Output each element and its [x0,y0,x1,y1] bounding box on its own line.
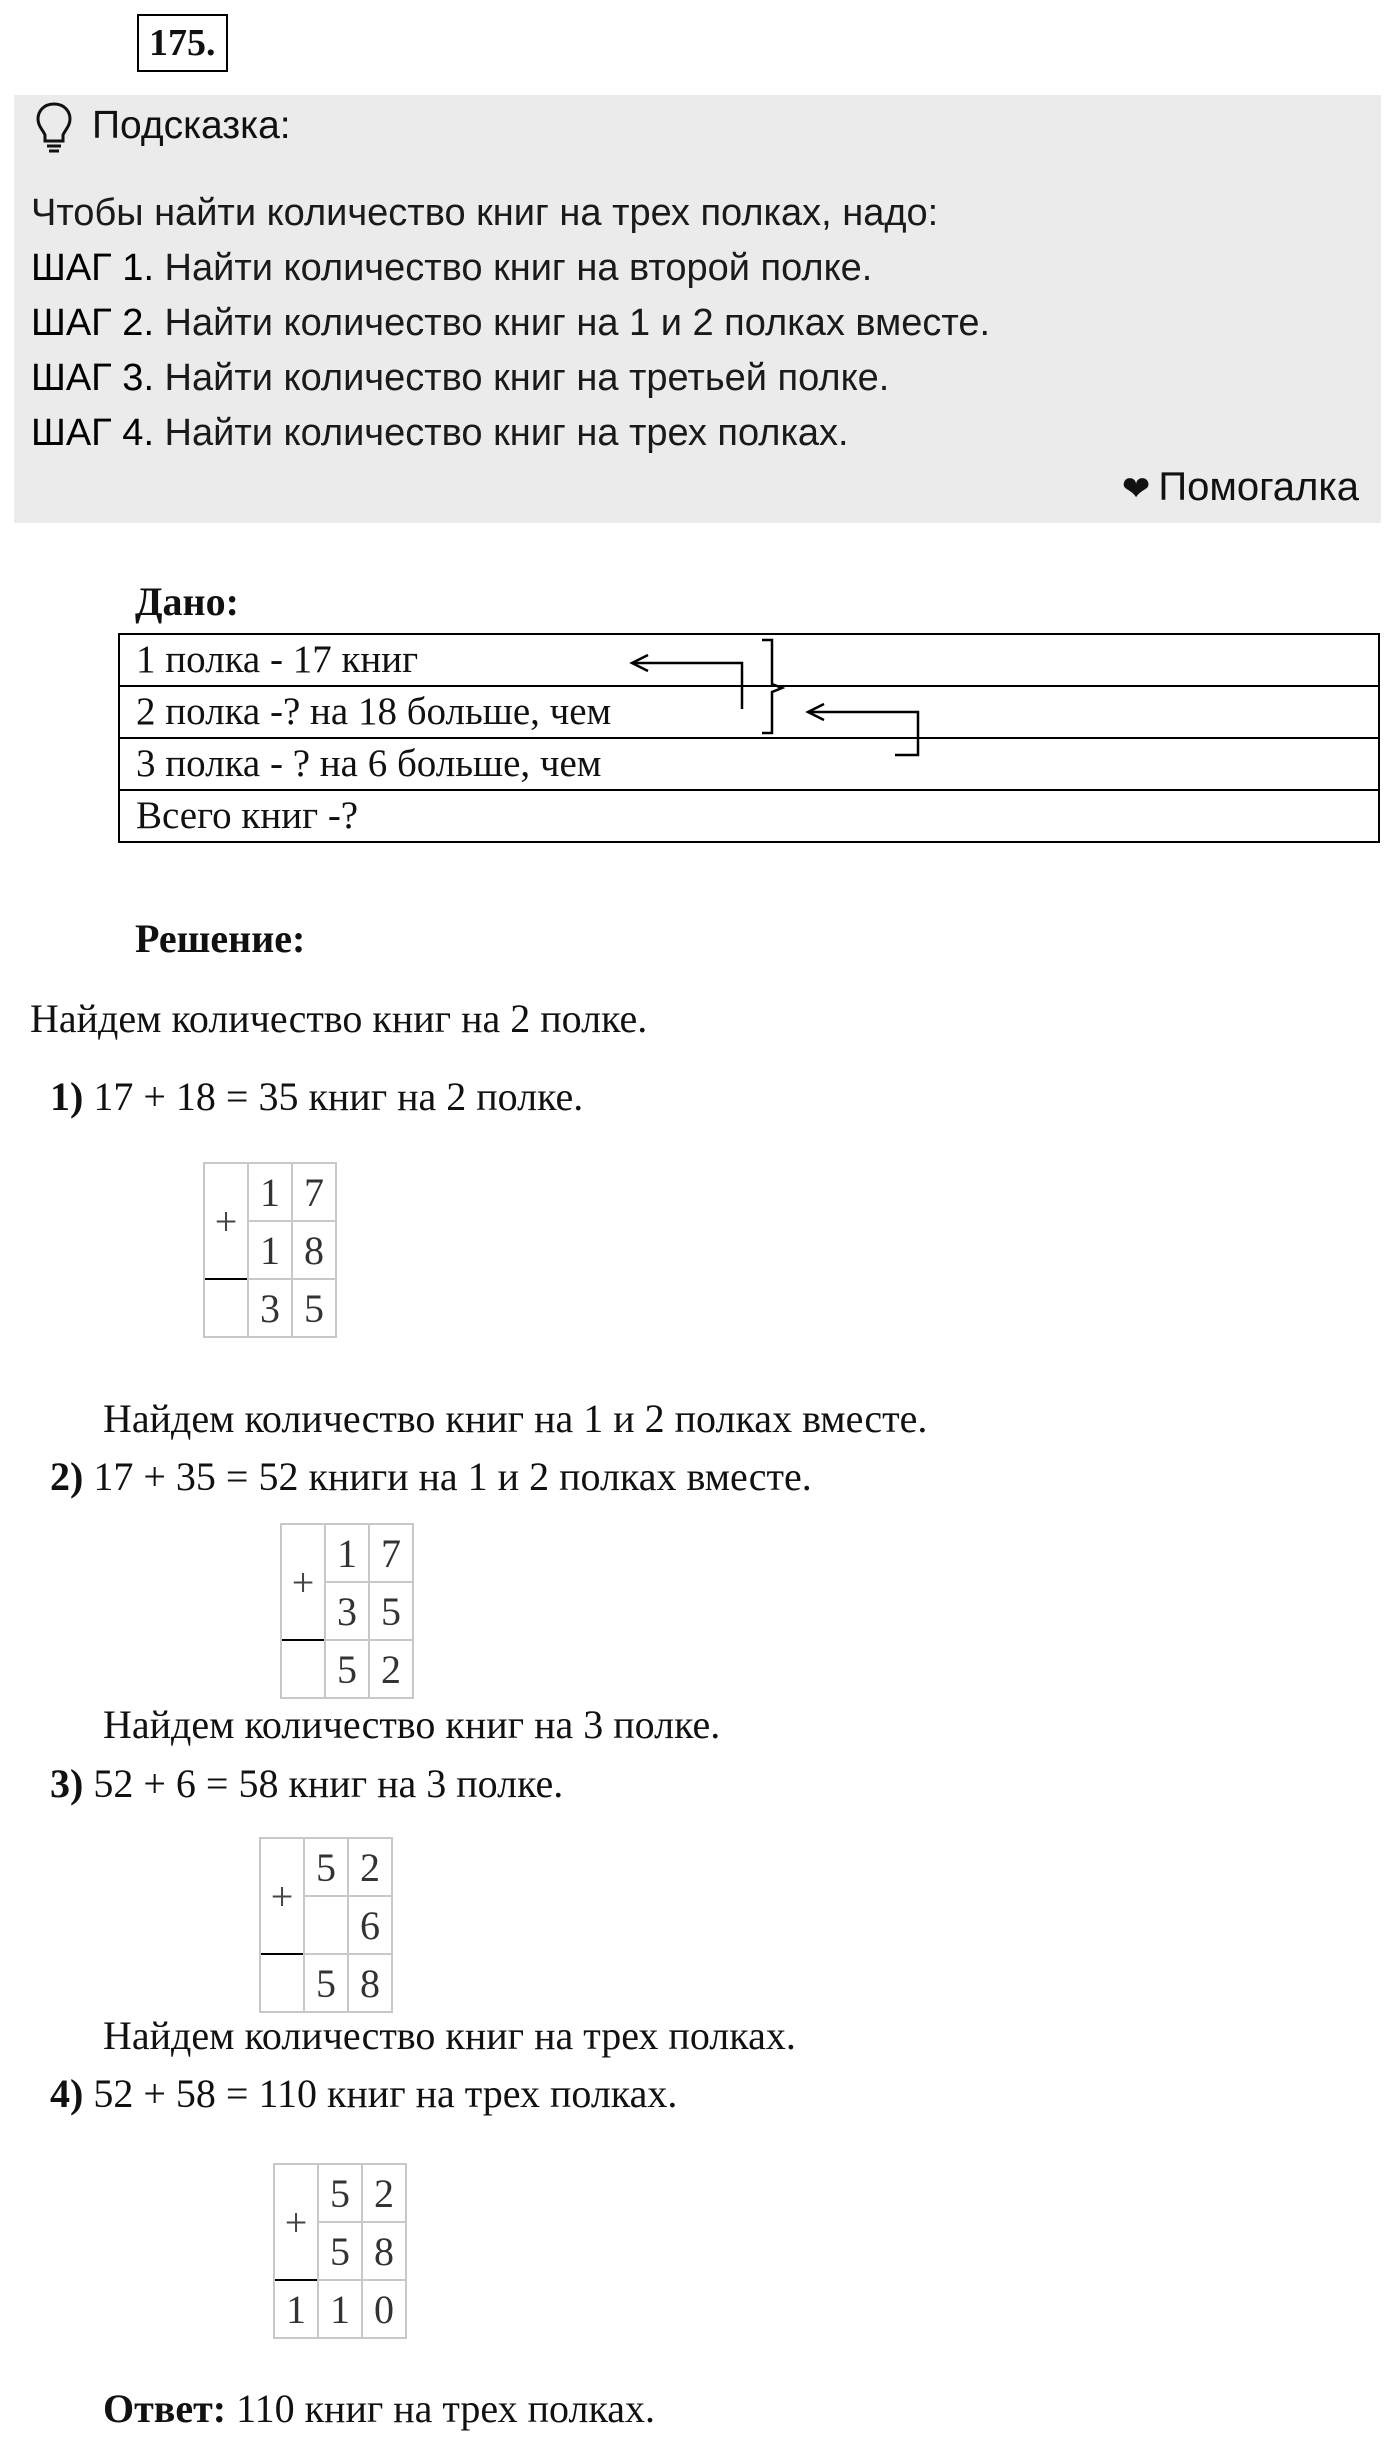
step-2-intro: Найдем количество книг на 1 и 2 полках вместе. [103,1396,928,1441]
step-4-expression [50,2070,677,2117]
hint-step-text: Найти количество книг на второй полке. [154,247,873,289]
column-addition-2 [280,1523,414,1699]
hint-step-label: ШАГ 4. [31,412,154,454]
grid-cell: 8 [348,1954,392,2012]
grid-cell: 3 [325,1582,369,1640]
hint-step-text: Найти количество книг на 1 и 2 полках вместе. [154,302,991,344]
helper-label: Помогалка [1158,465,1359,509]
step-3-intro: Найдем количество книг на 3 полке. [103,1702,721,1747]
answer-label: Ответ: [103,2386,227,2431]
step-4-intro: Найдем количество книг на трех полках. [103,2013,796,2058]
given-row-text: 3 полка - ? на 6 больше, чем [119,738,1379,790]
grid-row [260,1838,392,1896]
grid-sum-row [274,2280,406,2338]
step-expr: 17 + 35 = 52 книги на 1 и 2 полках вместе. [83,1454,812,1499]
column-addition-4 [273,2163,407,2339]
grid-cell: 5 [325,1640,369,1698]
grid-row [204,1163,336,1221]
grid-row [274,2164,406,2222]
grid-sum-row [260,1954,392,2012]
grid-cell: 1 [325,1524,369,1582]
hint-step-4 [31,410,849,456]
given-row [119,634,1379,686]
hint-step-text: Найти количество книг на трех полках. [154,412,849,454]
given-row [119,686,1379,738]
grid-cell: 7 [369,1524,413,1582]
step-1-intro: Найдем количество книг на 2 полке. [30,996,648,1041]
step-number: 3) [50,1761,84,1806]
hint-step-label: ШАГ 2. [31,302,154,344]
hint-title: Подсказка: [92,104,291,147]
grid-cell [281,1640,325,1698]
grid-sum-row [204,1279,336,1337]
hint-step-3 [31,355,889,401]
given-row-text: Всего книг -? [119,790,1379,842]
given-row-text: 2 полка -? на 18 больше, чем [119,686,1379,738]
plus-sign: + [281,1524,325,1640]
step-number: 1) [50,1074,84,1119]
step-expr: 17 + 18 = 35 книг на 2 полке. [83,1074,584,1119]
given-title: Дано: [135,579,239,624]
column-addition-3 [259,1837,393,2013]
given-row [119,790,1379,842]
hint-step-label: ШАГ 3. [31,357,154,399]
given-row-text: 1 полка - 17 книг [119,634,1379,686]
grid-cell: 8 [292,1221,336,1279]
grid-cell: 0 [362,2280,406,2338]
grid-cell [260,1954,304,2012]
plus-sign: + [274,2164,318,2280]
step-2-expression [50,1453,812,1500]
step-number: 2) [50,1454,84,1499]
grid-cell: 5 [318,2164,362,2222]
answer-text: 110 книг на трех полках. [226,2386,656,2431]
given-table [118,633,1380,843]
grid-cell: 1 [248,1163,292,1221]
solution-title: Решение: [135,916,306,961]
helper-link[interactable] [1122,465,1359,510]
step-3-expression [50,1760,563,1807]
step-expr: 52 + 58 = 110 книг на трех полках. [83,2071,678,2116]
step-1-expression [50,1073,583,1120]
hint-panel [14,95,1381,523]
grid-cell: 3 [248,1279,292,1337]
given-row [119,738,1379,790]
grid-cell: 1 [318,2280,362,2338]
grid-cell: 2 [362,2164,406,2222]
grid-cell: 6 [348,1896,392,1954]
grid-cell: 2 [348,1838,392,1896]
grid-cell: 5 [318,2222,362,2280]
heart-icon: ❤ [1121,470,1151,508]
hint-intro: Чтобы найти количество книг на трех полках, надо: [31,192,939,234]
plus-sign: + [204,1163,248,1279]
answer [103,2385,655,2432]
grid-cell: 5 [292,1279,336,1337]
step-number: 4) [50,2071,84,2116]
grid-cell [304,1896,348,1954]
hint-step-text: Найти количество книг на третьей полке. [154,357,890,399]
grid-cell: 1 [248,1221,292,1279]
grid-cell: 2 [369,1640,413,1698]
hint-step-label: ШАГ 1. [31,247,154,289]
grid-cell: 5 [304,1838,348,1896]
grid-row [281,1524,413,1582]
grid-cell: 8 [362,2222,406,2280]
column-addition-1 [203,1162,337,1338]
grid-cell: 7 [292,1163,336,1221]
grid-sum-row [281,1640,413,1698]
hint-step-2 [31,300,990,346]
grid-cell: 5 [304,1954,348,2012]
grid-cell: 1 [274,2280,318,2338]
problem-number: 175. [137,14,228,72]
step-expr: 52 + 6 = 58 книг на 3 полке. [83,1761,564,1806]
grid-cell: 5 [369,1582,413,1640]
grid-cell [204,1279,248,1337]
plus-sign: + [260,1838,304,1954]
hint-step-1 [31,245,872,291]
lightbulb-icon [34,101,74,153]
